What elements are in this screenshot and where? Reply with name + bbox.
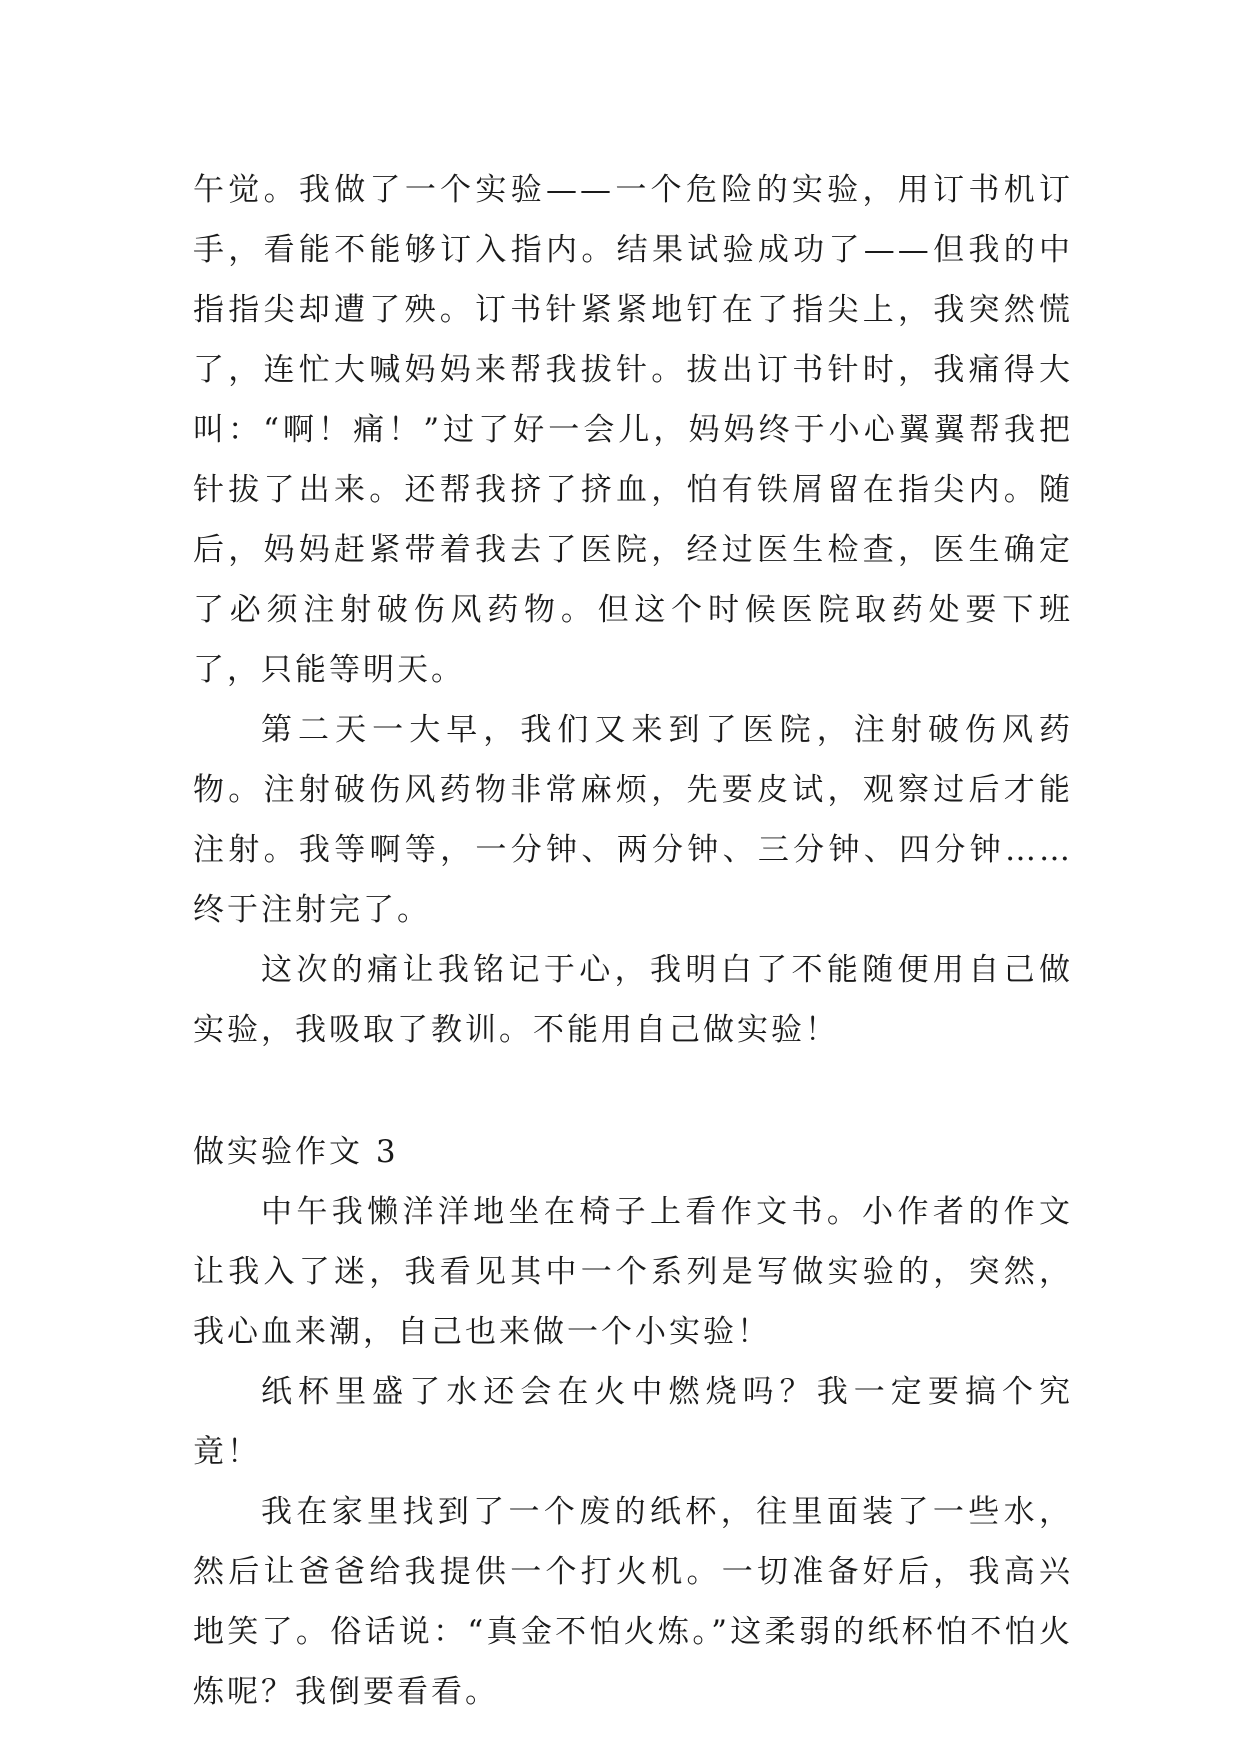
paragraph-question: 纸杯里盛了水还会在火中燃烧吗？我一定要搞个究竟！	[193, 1374, 1073, 1470]
paragraph-preparation: 我在家里找到了一个废的纸杯，往里面装了一些水，然后让爸爸给我提供一个打火机。一切准备好后，我高兴地笑了。俗话说：“真金不怕火炼。”这柔弱的纸杯怕不怕火炼呢？我倒要看看。	[193, 1494, 1073, 1710]
document-body	[193, 160, 1073, 1722]
paragraph-intro: 中午我懒洋洋地坐在椅子上看作文书。小作者的作文让我入了迷，我看见其中一个系列是写做实验的，突然，我心血来潮，自己也来做一个小实验！	[193, 1194, 1073, 1350]
paragraph-second-day: 第二天一大早，我们又来到了医院，注射破伤风药物。注射破伤风药物非常麻烦，先要皮试，观察过后才能注射。我等啊等，一分钟、两分钟、三分钟、四分钟……终于注射完了。	[193, 712, 1073, 928]
section-title: 做实验作文 3	[193, 1134, 399, 1170]
paragraph-lesson: 这次的痛让我铭记于心，我明白了不能随便用自己做实验，我吸取了教训。不能用自己做实验！	[193, 952, 1073, 1048]
paragraph-continuation: 午觉。我做了一个实验——一个危险的实验，用订书机订手，看能不能够订入指内。结果试验成功了——但我的中指指尖却遭了殃。订书针紧紧地钉在了指尖上，我突然慌了，连忙大喊妈妈来帮我拔针。拔出订书针时，我痛得大叫：“啊！痛！”过了好一会儿，妈妈终于小心翼翼帮我把针拔了出来。还帮我挤了挤血，怕有铁屑留在指尖内。随后，妈妈赶紧带着我去了医院，经过医生检查，医生确定了必须注射破伤风药物。但这个时候医院取药处要下班了，只能等明天。	[193, 172, 1073, 688]
